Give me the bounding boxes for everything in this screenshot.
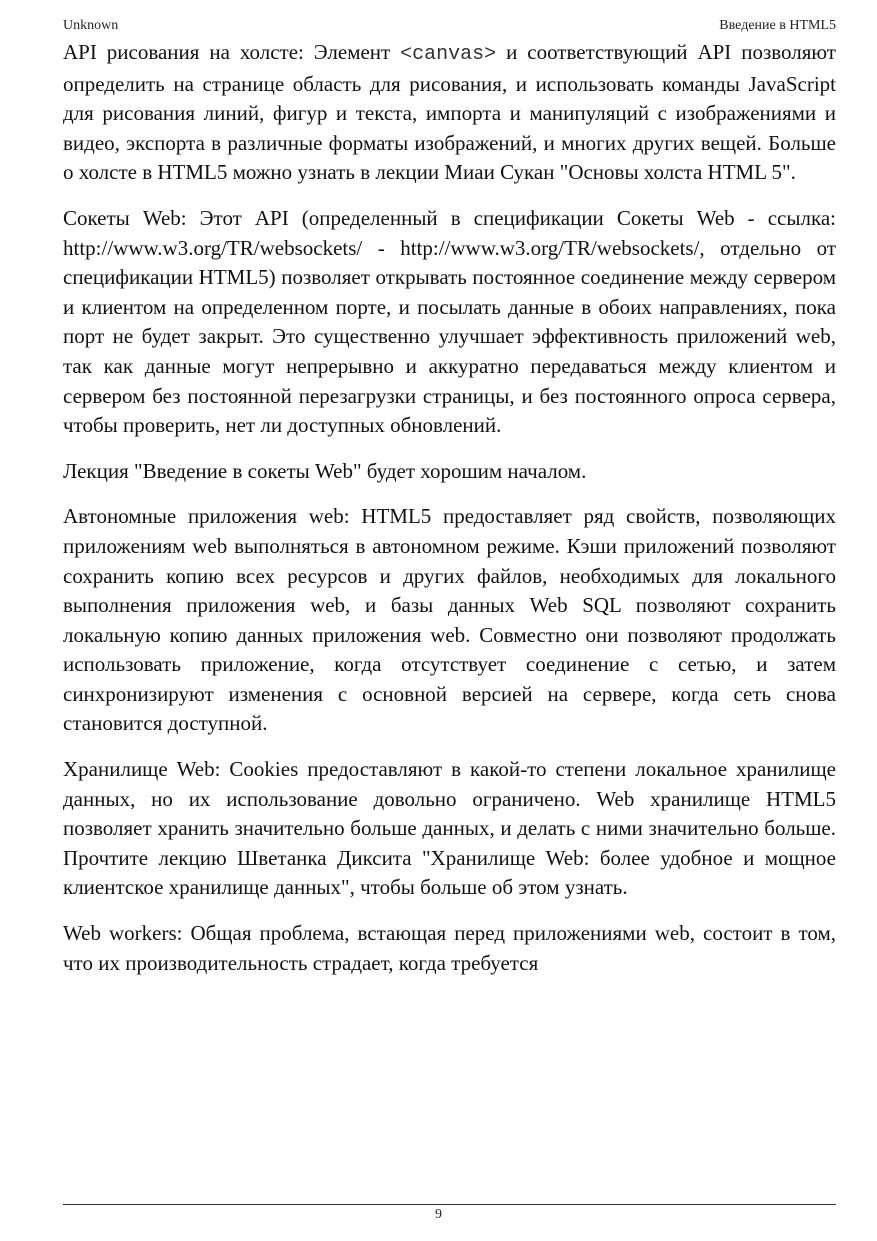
paragraph-offline-apps: Автономные приложения web: HTML5 предоставляет ряд свойств, позволяющих приложениям web выполняться в автономном режиме. Кэши приложений позволяют сохранить копию всех ресурсов и других файлов, необходимых для локального выполнения приложения web, и базы данных Web SQL позволяют сохранить локальную копию данных приложения web. Совместно они позволяют продолжать использовать приложение, когда отсутствует соединение с сетью, и затем синхронизируют изменения с основной версией на сервере, когда сеть снова становится доступной. [63,504,836,736]
running-header [63,16,836,36]
canvas-code: <canvas> [400,43,497,66]
page-number: 9 [435,1207,442,1222]
paragraph-web-workers: Web workers: Общая проблема, встающая перед приложениями web, состоит в том, что их производительность страдает, когда требуется [63,921,836,975]
paragraph-web-storage: Хранилище Web: Cookies предоставляют в какой-то степени локальное хранилище данных, но их использование довольно ограничено. Web хранилище HTML5 позволяет хранить значительно больше данных, и делать с ними значительно больше. Прочтите лекцию Шветанка Диксита "Хранилище Web: более удобное и мощное клиентское хранилище данных", чтобы больше об этом узнать. [63,757,836,900]
paragraph-canvas-api [63,38,836,188]
paragraph-canvas-rest: и соответствующий API позволяют определить на странице область для рисования, и использовать команды JavaScript для рисования линий, фигур и текста, импорта и манипуляций с изображениями и видео, экспорта в различные форматы изображений, и многих других вещей. Больше о холсте в HTML5 можно узнать в лекции Миаи Сукан "Основы холста HTML 5". [63,40,836,185]
footer-rule [63,1204,836,1205]
paragraph-web-sockets: Сокеты Web: Этот API (определенный в спецификации Сокеты Web - ссылка: http://www.w3.org/TR/websockets/ - http://www.w3.org/TR/websockets/, отдельно от спецификации HTML5) позволяет открывать постоянное соединение между сервером и клиентом на определенном порте, и посылать данные в обоих направлениях, пока порт не будет закрыт. Это существенно улучшает эффективность приложений web, так как данные могут непрерывно и аккуратно передаваться между клиентом и сервером без постоянной перезагрузки страницы, и без постоянного опроса сервера, чтобы проверить, нет ли доступных обновлений. [63,205,836,438]
paragraph-canvas-lead: API рисования на холсте: Элемент [63,40,401,64]
paragraph-sockets-lecture: Лекция "Введение в сокеты Web" будет хорошим началом. [63,458,587,483]
body-text [63,38,836,994]
header-right: Введение в HTML5 [719,18,836,33]
header-left: Unknown [63,18,119,33]
